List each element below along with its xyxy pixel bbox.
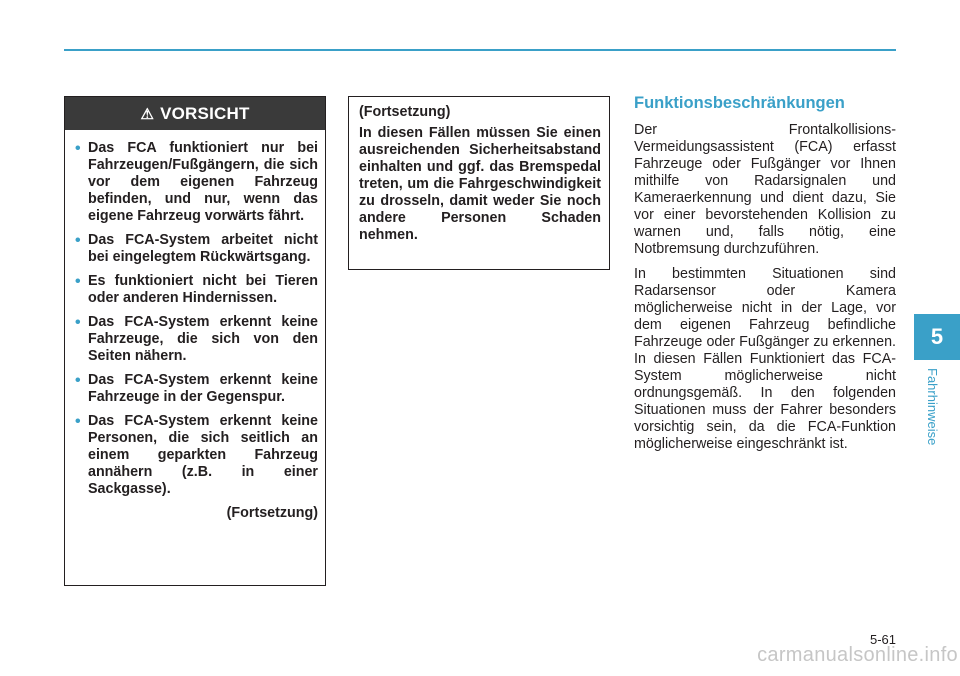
continuation-title: (Fortsetzung) xyxy=(359,104,451,120)
caution-item: • Das FCA-System erkennt keine Personen, die sich seitlich an einem geparkten Fahrzeug annähern (z.B. in einer Sackgasse). xyxy=(75,413,318,498)
page-number: 5-61 xyxy=(869,632,896,647)
caution-item: • Das FCA-System erkennt keine Fahrzeuge, die sich von den Seiten nähern. xyxy=(75,314,318,365)
caution-item: • Das FCA-System arbeitet nicht bei eingelegtem Rückwärtsgang. xyxy=(75,232,318,266)
section-title: Funktionsbeschränkungen xyxy=(634,94,845,112)
caution-title: VORSICHT xyxy=(160,103,250,123)
caution-body xyxy=(65,130,325,522)
section-paragraph: In bestimmten Situationen sind Radarsensor oder Kamera möglicherweise nicht in der Lage, vor dem eigenen Fahrzeug befindliche Fahrzeuge oder Fußgänger zu erkennen. In diesen Fällen Funktioniert das FCA-System möglicherweise nicht ordnungsgemäß. In den folgenden Situationen muss der Fahrer besonders vorsichtig sein, da die FCA-Funktion möglicherweise eingeschränkt ist. xyxy=(634,266,896,452)
chapter-label: Fahrhinweise xyxy=(925,368,940,446)
continuation-box xyxy=(348,96,610,270)
section-column xyxy=(634,93,896,461)
caution-item: • Das FCA-System erkennt keine Fahrzeuge in der Gegenspur. xyxy=(75,372,318,406)
warning-triangle-icon: ⚠ xyxy=(140,105,155,123)
continuation-text: In diesen Fällen müssen Sie einen ausreichenden Sicherheitsabstand einhalten und ggf. das Bremspedal treten, um die Fahrgeschwindigkeit zu drosseln, damit weder Sie noch andere Personen Schaden nehmen. xyxy=(359,125,601,243)
top-rule xyxy=(64,49,896,51)
caution-continued: (Fortsetzung) xyxy=(226,505,318,521)
watermark: carmanualsonline.info xyxy=(757,644,958,666)
caution-item: • Das FCA funktioniert nur bei Fahrzeugen/Fußgängern, die sich vor dem eigenen Fahrzeug befinden, und nur, wenn das eigene Fahrzeug vorwärts fährt. xyxy=(75,140,318,225)
chapter-tab[interactable]: 5 xyxy=(914,314,960,360)
caution-list xyxy=(75,140,318,498)
section-paragraph: Der Frontalkollisions-Vermeidungsassistent (FCA) erfasst Fahrzeuge oder Fußgänger vor Ihnen mithilfe von Radarsignalen und Kameraerkennung und dient dazu, Sie vor einer bevorstehenden Kollision zu warnen und, falls nötig, eine Notbremsung durchzuführen. xyxy=(634,122,896,257)
caution-header xyxy=(65,97,325,130)
caution-item: • Es funktioniert nicht bei Tieren oder anderen Hindernissen. xyxy=(75,273,318,307)
caution-box xyxy=(64,96,326,586)
